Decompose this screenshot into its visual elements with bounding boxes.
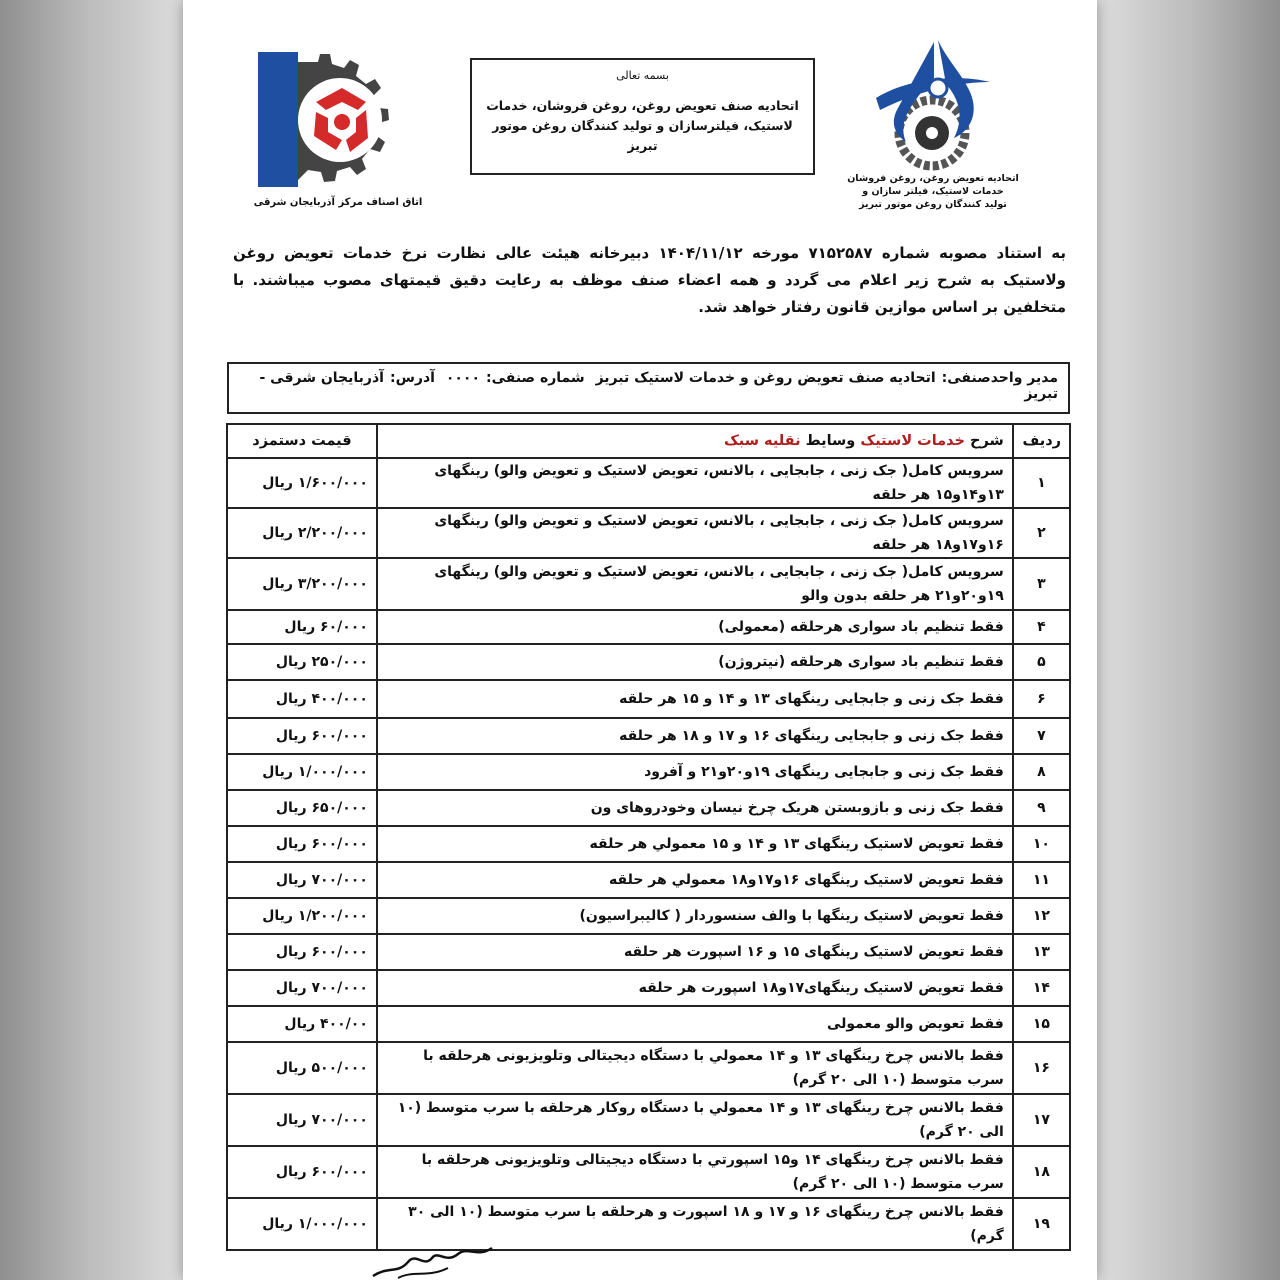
union-title-line-1: اتحادیه صنف تعویض روغن، روغن فروشان، خدمات <box>486 98 799 113</box>
union-emblem-logo <box>868 38 993 173</box>
table-row <box>227 934 1070 970</box>
table-row <box>227 1094 1070 1146</box>
service-price-cell: ۵۰۰/۰۰۰ ریال <box>227 1042 377 1094</box>
manager-value: اتحادیه صنف تعویض روغن و خدمات لاستیک تبریز <box>595 370 936 386</box>
col-header-price: قیمت دستمزد <box>227 424 377 458</box>
table-row <box>227 1042 1070 1094</box>
row-number-cell: ۱۰ <box>1013 826 1070 862</box>
right-logo-caption-line-3: تولید کنندگان روغن موتور تبریز <box>859 199 1007 210</box>
table-row <box>227 680 1070 718</box>
table-row <box>227 790 1070 826</box>
service-description-cell: فقط بالانس چرخ رینگهای ۱۳ و ۱۴ معمولي با دستگاه روکار هرحلقه با سرب متوسط (۱۰ الی ۲۰ گرم) <box>377 1094 1013 1146</box>
table-row <box>227 970 1070 1006</box>
table-header-row <box>227 424 1070 458</box>
col-header-desc-highlight-1: خدمات لاستیک <box>860 433 965 449</box>
service-description-cell: سرویس کامل( جک زنی ، جابجایی ، بالانس، تعویض لاستیک و تعویض والو) رینگهای ۱۶و۱۷و۱۸ هر حلقه <box>377 508 1013 558</box>
service-description-cell: فقط بالانس چرخ رینگهای ۱۴ و۱۵ اسپورتي با دستگاه دیجیتالی وتلویزیونی هرحلقه با سرب متوسط (۱۰ الی ۲۰ گرم) <box>377 1146 1013 1198</box>
service-description-cell: فقط تعویض لاستیک رینگهای ۱۶و۱۷و۱۸ معمولي هر حلقه <box>377 862 1013 898</box>
service-price-cell: ۶۰۰/۰۰۰ ریال <box>227 718 377 754</box>
row-number-cell: ۱۷ <box>1013 1094 1070 1146</box>
row-number-cell: ۹ <box>1013 790 1070 826</box>
service-description-cell: فقط تعویض لاستیک رینگها با والف سنسوردار ( کالیبراسیون) <box>377 898 1013 934</box>
right-logo-caption-line-1: اتحادیه تعویض روغن، روغن فروشان <box>847 173 1019 184</box>
row-number-cell: ۱ <box>1013 458 1070 508</box>
intro-paragraph: به استناد مصوبه شماره ۷۱۵۲۵۸۷ مورخه ۱۴۰۴/۱۱/۱۲ دبیرخانه هیئت عالی نظارت نرخ خدمات تعویض روغن ولاستیک به شرح زیر اعلام می گردد و همه اعضاء صنف موظف به رعایت دقیق قیمتهای مصوب میباشند. با متخلفین بر اساس موازین قانون رفتار خواهد شد. <box>233 244 1067 316</box>
service-price-cell: ۱/۰۰۰/۰۰۰ ریال <box>227 754 377 790</box>
table-row <box>227 826 1070 862</box>
row-number-cell: ۱۵ <box>1013 1006 1070 1042</box>
row-number-cell: ۵ <box>1013 644 1070 680</box>
table-row <box>227 644 1070 680</box>
service-price-cell: ۷۰۰/۰۰۰ ریال <box>227 1094 377 1146</box>
service-price-cell: ۶۰۰/۰۰۰ ریال <box>227 826 377 862</box>
service-description-cell: فقط تعویض لاستیک رینگهای۱۷و۱۸ اسپورت هر حلقه <box>377 970 1013 1006</box>
service-description-cell: سرویس کامل( جک زنی ، جابجایی ، بالانس، تعویض لاستیک و تعویض والو) رینگهای ۱۳و۱۴و۱۵ هر حلقه <box>377 458 1013 508</box>
row-number-cell: ۳ <box>1013 558 1070 610</box>
service-price-cell: ۱/۶۰۰/۰۰۰ ریال <box>227 458 377 508</box>
unit-info-box <box>227 362 1070 414</box>
table-row <box>227 718 1070 754</box>
col-header-desc-mid: وسایط <box>805 433 856 449</box>
service-description-cell: فقط تعویض لاستیک رینگهای ۱۳ و ۱۴ و ۱۵ معمولي هر حلقه <box>377 826 1013 862</box>
service-description-cell: فقط تنظیم باد سواری هرحلقه (معمولی) <box>377 610 1013 644</box>
address-value: آذربایجان شرقی - تبریز <box>259 370 1058 402</box>
row-number-cell: ۱۲ <box>1013 898 1070 934</box>
right-logo-caption-line-2: خدمات لاستیک، فیلتر سازان و <box>862 186 1004 197</box>
manager-label: مدیر واحدصنفی: <box>941 370 1058 386</box>
guild-number-value: ۰۰۰۰ <box>445 370 480 386</box>
service-price-cell: ۶۵۰/۰۰۰ ریال <box>227 790 377 826</box>
col-header-description <box>377 424 1013 458</box>
table-row <box>227 1006 1070 1042</box>
table-row <box>227 458 1070 508</box>
row-number-cell: ۴ <box>1013 610 1070 644</box>
guild-number-label: شماره صنفی: <box>486 370 585 386</box>
service-description-cell: سرویس کامل( جک زنی ، جابجایی ، بالانس، تعویض لاستیک و تعویض والو) رینگهای ۱۹و۲۰و۲۱ هر حلقه بدون والو <box>377 558 1013 610</box>
row-number-cell: ۲ <box>1013 508 1070 558</box>
service-description-cell: فقط بالانس چرخ رینگهای ۱۶ و ۱۷ و ۱۸ اسپورت و هرحلقه با سرب متوسط (۱۰ الی ۳۰ گرم) <box>377 1198 1013 1250</box>
left-logo-caption: اتاق اصناف مرکز آذربایجان شرقی <box>253 197 423 208</box>
service-description-cell: فقط بالانس چرخ رینگهای ۱۳ و ۱۴ معمولي با دستگاه دیجیتالی وتلویزیونی هرحلقه با سرب متوسط (۱۰ الی ۲۰ گرم) <box>377 1042 1013 1094</box>
table-row <box>227 508 1070 558</box>
signature-scribble <box>368 1238 498 1280</box>
guild-chamber-logo <box>258 52 408 192</box>
right-logo-caption <box>833 172 1033 211</box>
service-description-cell: فقط جک زنی و جابجایی رینگهای ۱۶ و ۱۷ و ۱۸ هر حلقه <box>377 718 1013 754</box>
row-number-cell: ۱۳ <box>1013 934 1070 970</box>
row-number-cell: ۱۸ <box>1013 1146 1070 1198</box>
table-row <box>227 1198 1070 1250</box>
service-description-cell: فقط تعویض لاستیک رینگهای ۱۵ و ۱۶ اسپورت هر حلقه <box>377 934 1013 970</box>
document-page <box>183 0 1097 1280</box>
price-table-body <box>227 458 1070 1250</box>
service-price-cell: ۱/۰۰۰/۰۰۰ ریال <box>227 1198 377 1250</box>
bismillah-text: بسمه تعالی <box>616 69 669 82</box>
table-row <box>227 898 1070 934</box>
col-header-desc-highlight-2: نقلیه سبک <box>723 433 801 449</box>
table-row <box>227 558 1070 610</box>
service-price-cell: ۲۵۰/۰۰۰ ریال <box>227 644 377 680</box>
union-title-line-2: لاستیک، فیلترسازان و تولید کنندگان روغن موتور تبریز <box>492 118 793 153</box>
service-description-cell: فقط تنظیم باد سواری هرحلقه (نیتروژن) <box>377 644 1013 680</box>
price-table <box>226 423 1071 1251</box>
table-row <box>227 754 1070 790</box>
service-description-cell: فقط جک زنی و جابجایی رینگهای ۱۹و۲۰و۲۱ و آفرود <box>377 754 1013 790</box>
row-number-cell: ۶ <box>1013 680 1070 718</box>
service-price-cell: ۶۰/۰۰۰ ریال <box>227 610 377 644</box>
service-price-cell: ۴۰۰/۰۰۰ ریال <box>227 680 377 718</box>
service-price-cell: ۷۰۰/۰۰۰ ریال <box>227 862 377 898</box>
row-number-cell: ۸ <box>1013 754 1070 790</box>
service-price-cell: ۴۰۰/۰۰ ریال <box>227 1006 377 1042</box>
service-description-cell: فقط تعویض والو معمولی <box>377 1006 1013 1042</box>
table-row <box>227 610 1070 644</box>
union-heading-box <box>470 58 815 175</box>
table-row <box>227 1146 1070 1198</box>
row-number-cell: ۱۴ <box>1013 970 1070 1006</box>
service-price-cell: ۱/۲۰۰/۰۰۰ ریال <box>227 898 377 934</box>
row-number-cell: ۱۶ <box>1013 1042 1070 1094</box>
row-number-cell: ۱۹ <box>1013 1198 1070 1250</box>
col-header-desc-prefix: شرح <box>970 433 1004 449</box>
service-price-cell: ۶۰۰/۰۰۰ ریال <box>227 934 377 970</box>
service-price-cell: ۷۰۰/۰۰۰ ریال <box>227 970 377 1006</box>
row-number-cell: ۱۱ <box>1013 862 1070 898</box>
service-price-cell: ۳/۲۰۰/۰۰۰ ریال <box>227 558 377 610</box>
service-price-cell: ۶۰۰/۰۰۰ ریال <box>227 1146 377 1198</box>
address-label: آدرس: <box>389 370 435 386</box>
col-header-row-number: ردیف <box>1013 424 1070 458</box>
service-description-cell: فقط جک زنی و بازوبستن هریک چرخ نیسان وخودروهای ون <box>377 790 1013 826</box>
service-price-cell: ۲/۲۰۰/۰۰۰ ریال <box>227 508 377 558</box>
service-description-cell: فقط جک زنی و جابجایی رینگهای ۱۳ و ۱۴ و ۱۵ هر حلقه <box>377 680 1013 718</box>
row-number-cell: ۷ <box>1013 718 1070 754</box>
table-row <box>227 862 1070 898</box>
